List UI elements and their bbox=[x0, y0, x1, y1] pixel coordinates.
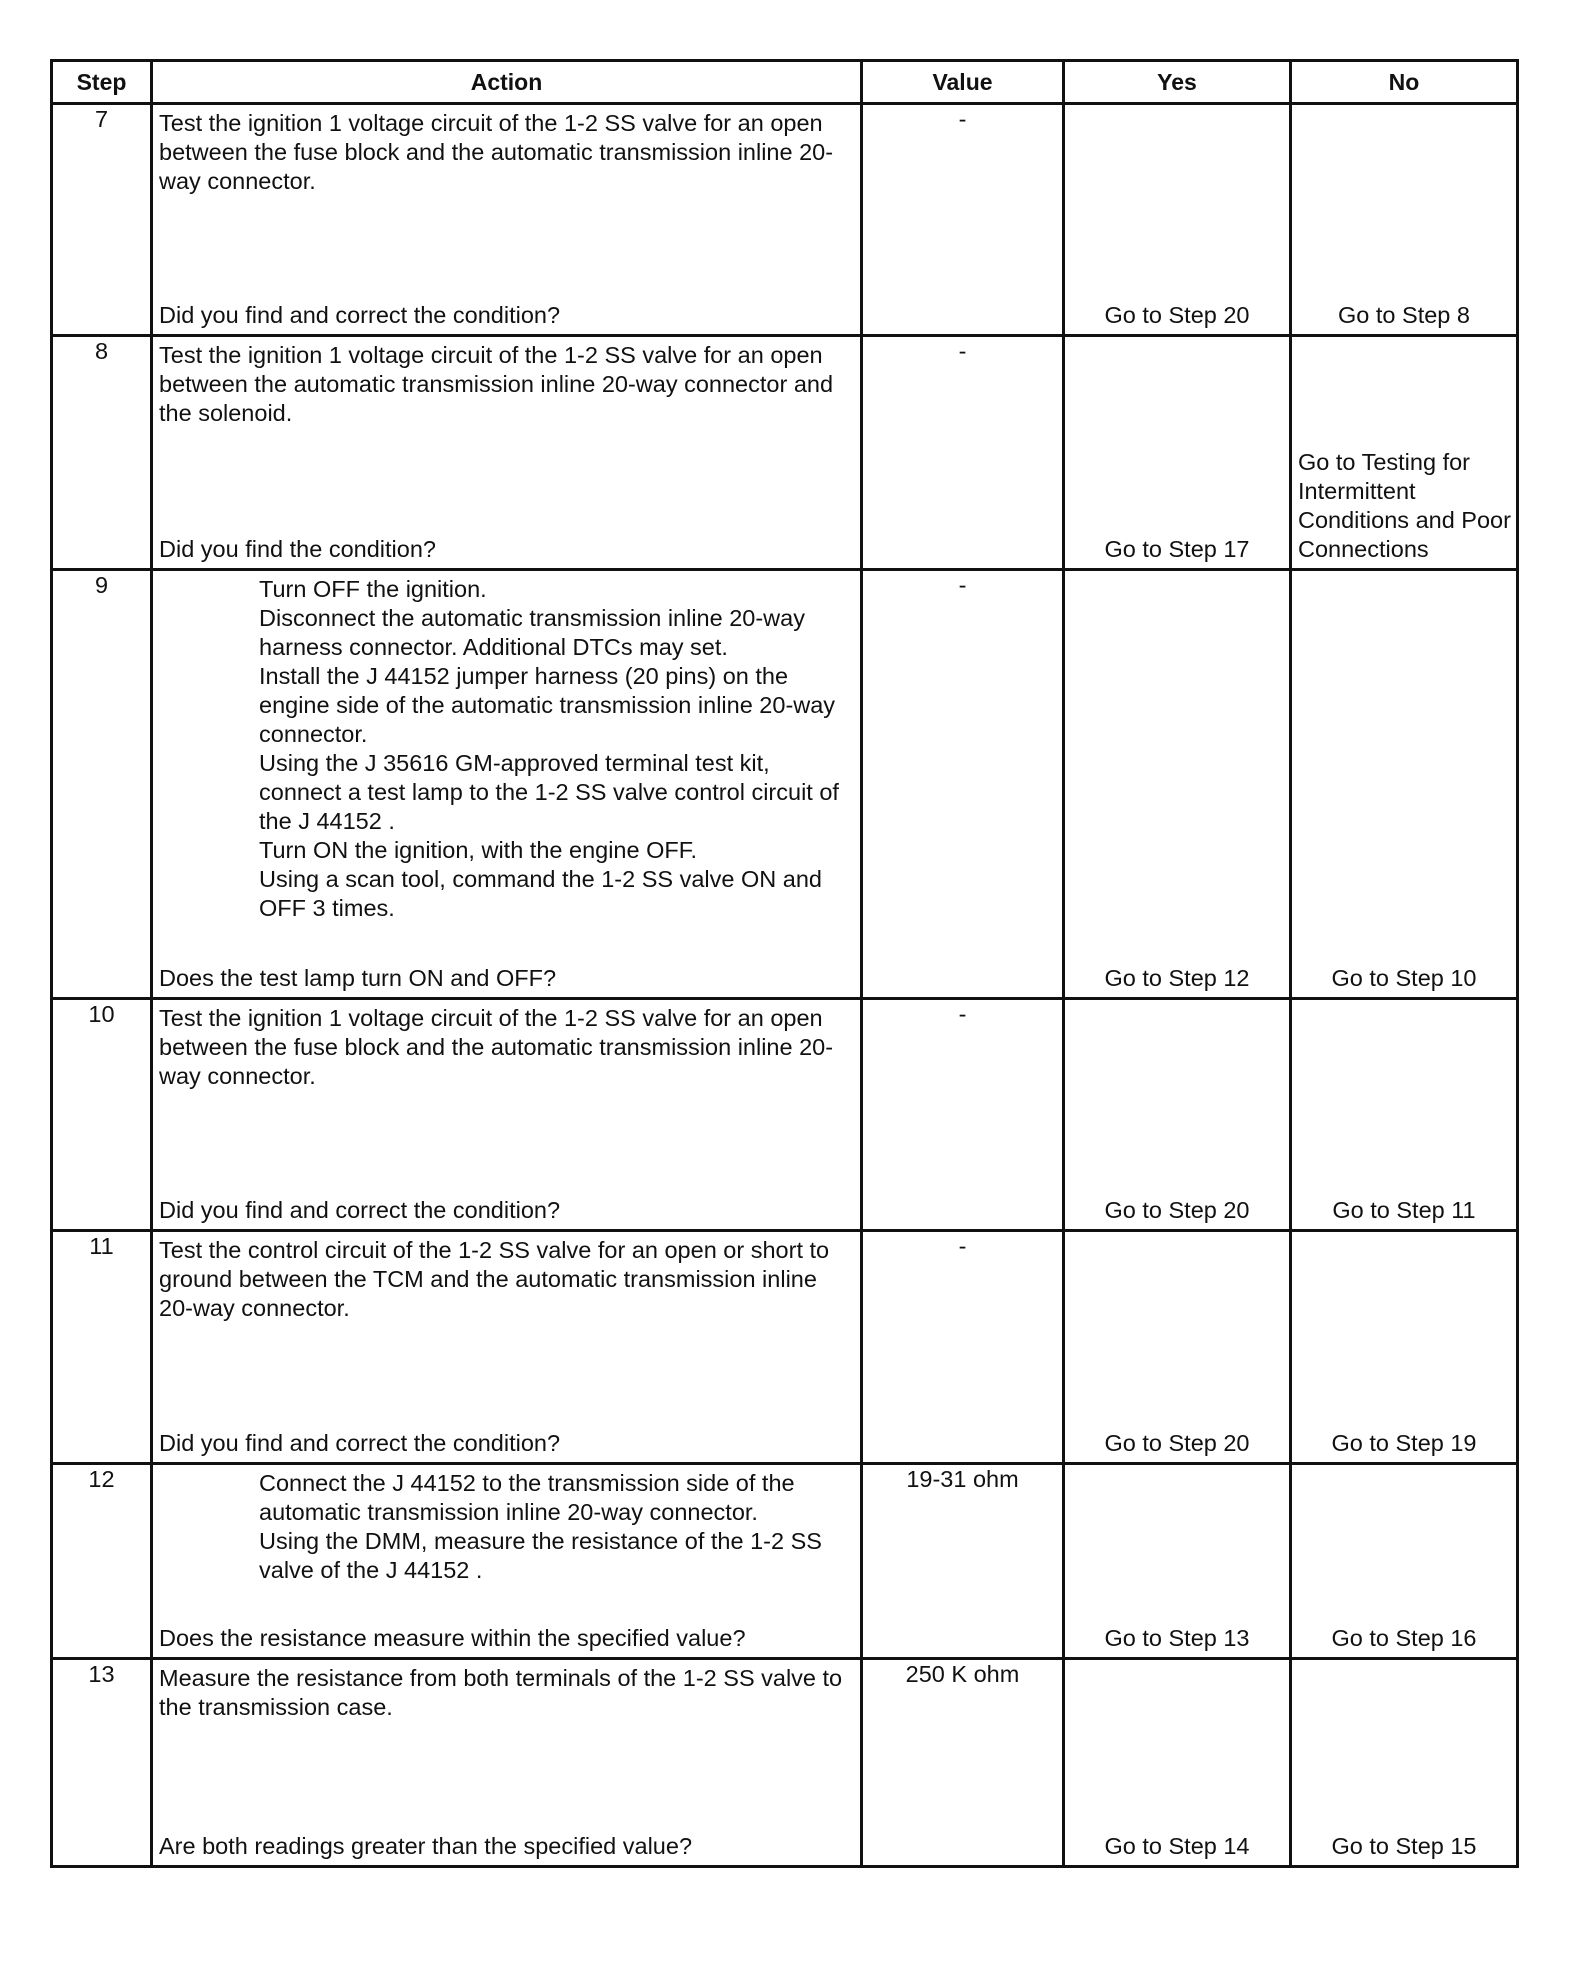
no-cell bbox=[1291, 999, 1518, 1231]
question-text: Did you find and correct the condition? bbox=[159, 302, 561, 328]
yes-cell bbox=[1064, 104, 1291, 336]
header-no: No bbox=[1291, 61, 1518, 104]
yes-cell bbox=[1064, 1231, 1291, 1464]
yes-cell bbox=[1064, 570, 1291, 999]
action-text: Test the ignition 1 voltage circuit of the 1-2 SS valve for an open between the automatic transmission inline 20-way connector and the solenoid. bbox=[159, 342, 834, 426]
action-list-item: Using the J 35616 GM-approved terminal test kit, connect a test lamp to the 1-2 SS valve control circuit of the J 44152 . bbox=[259, 750, 839, 834]
yes-cell bbox=[1064, 336, 1291, 570]
value-cell: 250 K ohm bbox=[862, 1659, 1064, 1867]
header-action: Action bbox=[152, 61, 862, 104]
no-goto-link[interactable]: Go to Step 19 bbox=[1331, 1430, 1477, 1456]
value-cell: - bbox=[862, 104, 1064, 336]
action-cell bbox=[152, 999, 862, 1231]
no-cell bbox=[1291, 1464, 1518, 1659]
no-goto-link[interactable]: Go to Step 10 bbox=[1331, 965, 1477, 991]
question-text: Did you find and correct the condition? bbox=[159, 1430, 561, 1456]
yes-goto-link[interactable]: Go to Step 17 bbox=[1104, 536, 1250, 562]
table-row bbox=[52, 999, 1518, 1231]
step-number: 9 bbox=[52, 570, 152, 999]
step-number: 10 bbox=[52, 999, 152, 1231]
no-goto-link[interactable]: Go to Step 15 bbox=[1331, 1833, 1477, 1859]
action-list-item: Connect the J 44152 to the transmission side of the automatic transmission inline 20-way connector. bbox=[259, 1470, 795, 1525]
step-number: 13 bbox=[52, 1659, 152, 1867]
action-list-item: Using the DMM, measure the resistance of the 1-2 SS valve of the J 44152 . bbox=[259, 1528, 822, 1583]
no-cell bbox=[1291, 1231, 1518, 1464]
yes-goto-link[interactable]: Go to Step 20 bbox=[1104, 1197, 1250, 1223]
yes-cell bbox=[1064, 999, 1291, 1231]
no-cell bbox=[1291, 104, 1518, 336]
action-list-item: Turn ON the ignition, with the engine OFF. bbox=[259, 837, 698, 863]
step-number: 8 bbox=[52, 336, 152, 570]
table-row bbox=[52, 1659, 1518, 1867]
no-cell bbox=[1291, 1659, 1518, 1867]
question-text: Are both readings greater than the specified value? bbox=[159, 1833, 693, 1859]
action-text: Measure the resistance from both terminals of the 1-2 SS valve to the transmission case. bbox=[159, 1665, 843, 1720]
yes-goto-link[interactable]: Go to Step 14 bbox=[1104, 1833, 1250, 1859]
yes-goto-link[interactable]: Go to Step 13 bbox=[1104, 1625, 1250, 1651]
step-number: 12 bbox=[52, 1464, 152, 1659]
value-cell: - bbox=[862, 999, 1064, 1231]
header-yes: Yes bbox=[1064, 61, 1291, 104]
question-text: Did you find and correct the condition? bbox=[159, 1197, 561, 1223]
yes-goto-link[interactable]: Go to Step 12 bbox=[1104, 965, 1250, 991]
yes-cell bbox=[1064, 1464, 1291, 1659]
step-number: 11 bbox=[52, 1231, 152, 1464]
value-cell: - bbox=[862, 1231, 1064, 1464]
value-cell: - bbox=[862, 570, 1064, 999]
table-row bbox=[52, 570, 1518, 999]
no-goto-link[interactable]: Go to Step 8 bbox=[1338, 302, 1470, 328]
action-list bbox=[159, 575, 852, 923]
no-goto-link[interactable]: Go to Step 16 bbox=[1331, 1625, 1477, 1651]
action-cell bbox=[152, 1659, 862, 1867]
action-list-item: Using a scan tool, command the 1-2 SS valve ON and OFF 3 times. bbox=[259, 866, 822, 921]
question-text: Did you find the condition? bbox=[159, 536, 436, 562]
no-goto-link[interactable]: Go to Testing for Intermittent Conditions and Poor Connections bbox=[1298, 449, 1511, 562]
action-cell bbox=[152, 104, 862, 336]
action-list-item: Disconnect the automatic transmission inline 20-way harness connector. Additional DTCs may set. bbox=[259, 605, 805, 660]
no-cell bbox=[1291, 570, 1518, 999]
no-goto-link[interactable]: Go to Step 11 bbox=[1332, 1197, 1476, 1223]
action-cell bbox=[152, 1464, 862, 1659]
action-cell bbox=[152, 336, 862, 570]
table-row bbox=[52, 1464, 1518, 1659]
step-number: 7 bbox=[52, 104, 152, 336]
header-step: Step bbox=[52, 61, 152, 104]
header-row bbox=[52, 61, 1518, 104]
question-text: Does the resistance measure within the specified value? bbox=[159, 1625, 746, 1651]
value-cell: - bbox=[862, 336, 1064, 570]
yes-cell bbox=[1064, 1659, 1291, 1867]
yes-goto-link[interactable]: Go to Step 20 bbox=[1104, 302, 1250, 328]
question-text: Does the test lamp turn ON and OFF? bbox=[159, 965, 557, 991]
action-list bbox=[159, 1469, 852, 1585]
table-row bbox=[52, 104, 1518, 336]
action-text: Test the ignition 1 voltage circuit of the 1-2 SS valve for an open between the fuse block and the automatic transmission inline 20-way connector. bbox=[159, 110, 834, 194]
action-cell bbox=[152, 1231, 862, 1464]
header-value: Value bbox=[862, 61, 1064, 104]
action-text: Test the control circuit of the 1-2 SS valve for an open or short to ground between the TCM and the automatic transmission inline 20-way connector. bbox=[159, 1237, 830, 1321]
action-text: Test the ignition 1 voltage circuit of the 1-2 SS valve for an open between the fuse block and the automatic transmission inline 20-way connector. bbox=[159, 1005, 834, 1089]
no-cell bbox=[1291, 336, 1518, 570]
diagnostic-table bbox=[50, 59, 1519, 1868]
action-cell bbox=[152, 570, 862, 999]
action-list-item: Install the J 44152 jumper harness (20 pins) on the engine side of the automatic transmission inline 20-way connector. bbox=[259, 663, 836, 747]
table-row bbox=[52, 336, 1518, 570]
yes-goto-link[interactable]: Go to Step 20 bbox=[1104, 1430, 1250, 1456]
action-list-item: Turn OFF the ignition. bbox=[259, 576, 487, 602]
table-row bbox=[52, 1231, 1518, 1464]
value-cell: 19-31 ohm bbox=[862, 1464, 1064, 1659]
